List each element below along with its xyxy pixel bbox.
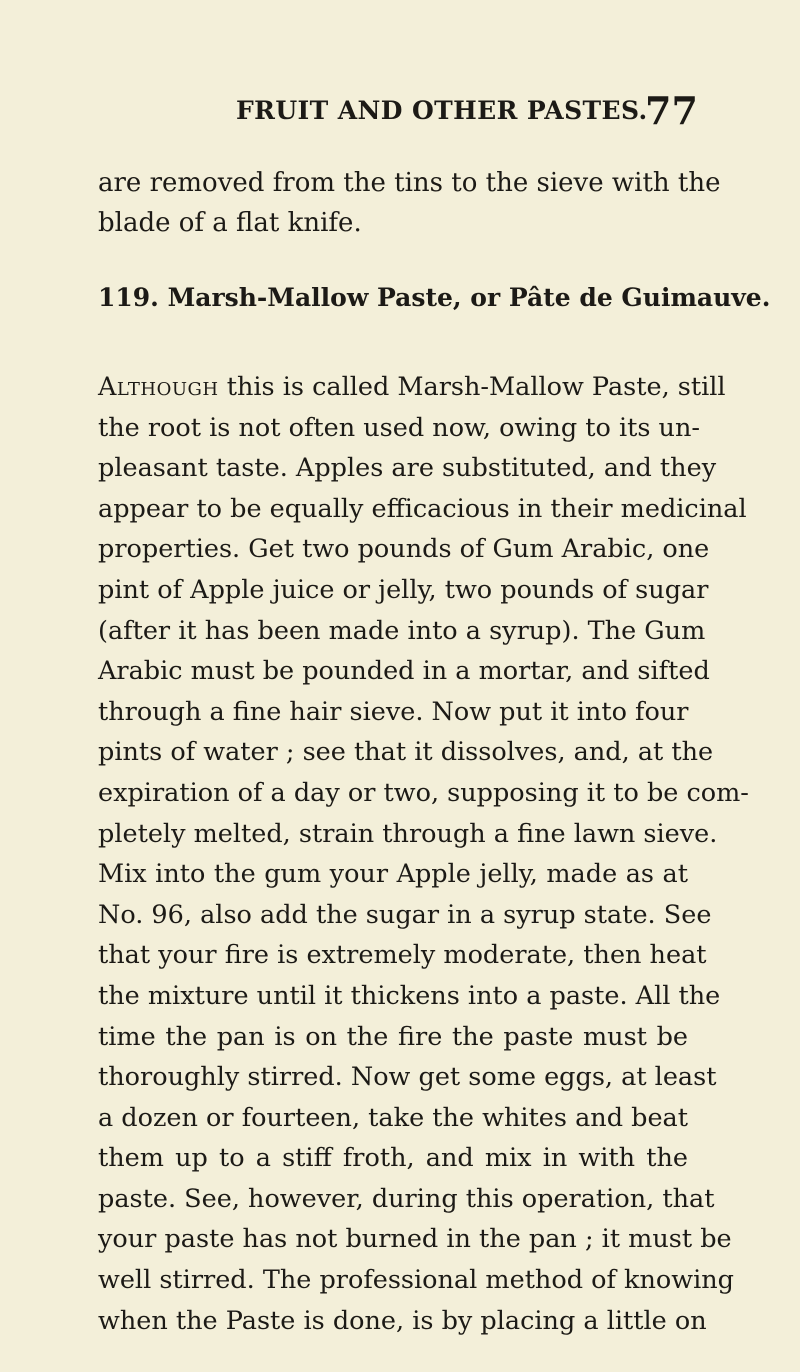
text-line: pints of water ; see that it dissolves, and, at the xyxy=(98,737,714,768)
recipe-heading xyxy=(98,283,771,312)
text-line: Mix into the gum your Apple jelly, made as at xyxy=(98,859,688,890)
text-line: expiration of a day or two, supposing it to be com- xyxy=(98,777,749,808)
text-line: well stirred. The professional method of knowing xyxy=(98,1265,734,1296)
running-title: FRUIT AND OTHER PASTES. xyxy=(236,96,648,125)
text-line: paste. See, however, during this operation, that xyxy=(98,1183,715,1214)
text-line: thoroughly stirred. Now get some eggs, at least xyxy=(98,1062,717,1093)
text-line: No. 96, also add the sugar in a syrup state. See xyxy=(98,899,712,930)
text-line: your paste has not burned in the pan ; it must be xyxy=(98,1224,732,1255)
opening-word: Although xyxy=(98,372,219,402)
text-line: them up to a stiff froth, and mix in with the xyxy=(98,1143,688,1174)
text-line: through a fine hair sieve. Now put it into four xyxy=(98,696,689,727)
text-line: time the pan is on the fire the paste must be xyxy=(98,1021,688,1052)
recipe-number: 119. xyxy=(98,283,159,312)
text-line: that your fire is extremely moderate, then heat xyxy=(98,940,707,971)
text-line: a dozen or fourteen, take the whites and beat xyxy=(98,1102,688,1133)
page-number: 77 xyxy=(645,88,698,133)
first-line-rest: this is called Marsh-Mallow Paste, still xyxy=(218,372,726,402)
text-line: properties. Get two pounds of Gum Arabic, one xyxy=(98,534,710,565)
text-line: are removed from the tins to the sieve with the xyxy=(98,168,721,198)
text-line: pint of Apple juice or jelly, two pounds of sugar xyxy=(98,574,709,605)
text-line: Arabic must be pounded in a mortar, and sifted xyxy=(98,656,710,687)
text-line: pletely melted, strain through a fine lawn sieve. xyxy=(98,818,718,849)
recipe-body xyxy=(98,367,749,1341)
continuation-paragraph xyxy=(98,163,721,243)
text-line: blade of a flat knife. xyxy=(98,208,362,238)
text-line-first xyxy=(98,367,726,408)
page-header xyxy=(0,88,800,148)
text-line: appear to be equally efficacious in their medicinal xyxy=(98,493,747,524)
text-line: (after it has been made into a syrup). The Gum xyxy=(98,615,706,646)
recipe-title: Marsh-Mallow Paste, or Pâte de Guimauve. xyxy=(167,283,771,312)
text-line: pleasant taste. Apples are substituted, and they xyxy=(98,453,717,484)
text-line: when the Paste is done, is by placing a little on xyxy=(98,1305,707,1336)
text-line: the mixture until it thickens into a paste. All the xyxy=(98,980,721,1011)
text-line: the root is not often used now, owing to its un- xyxy=(98,412,701,443)
